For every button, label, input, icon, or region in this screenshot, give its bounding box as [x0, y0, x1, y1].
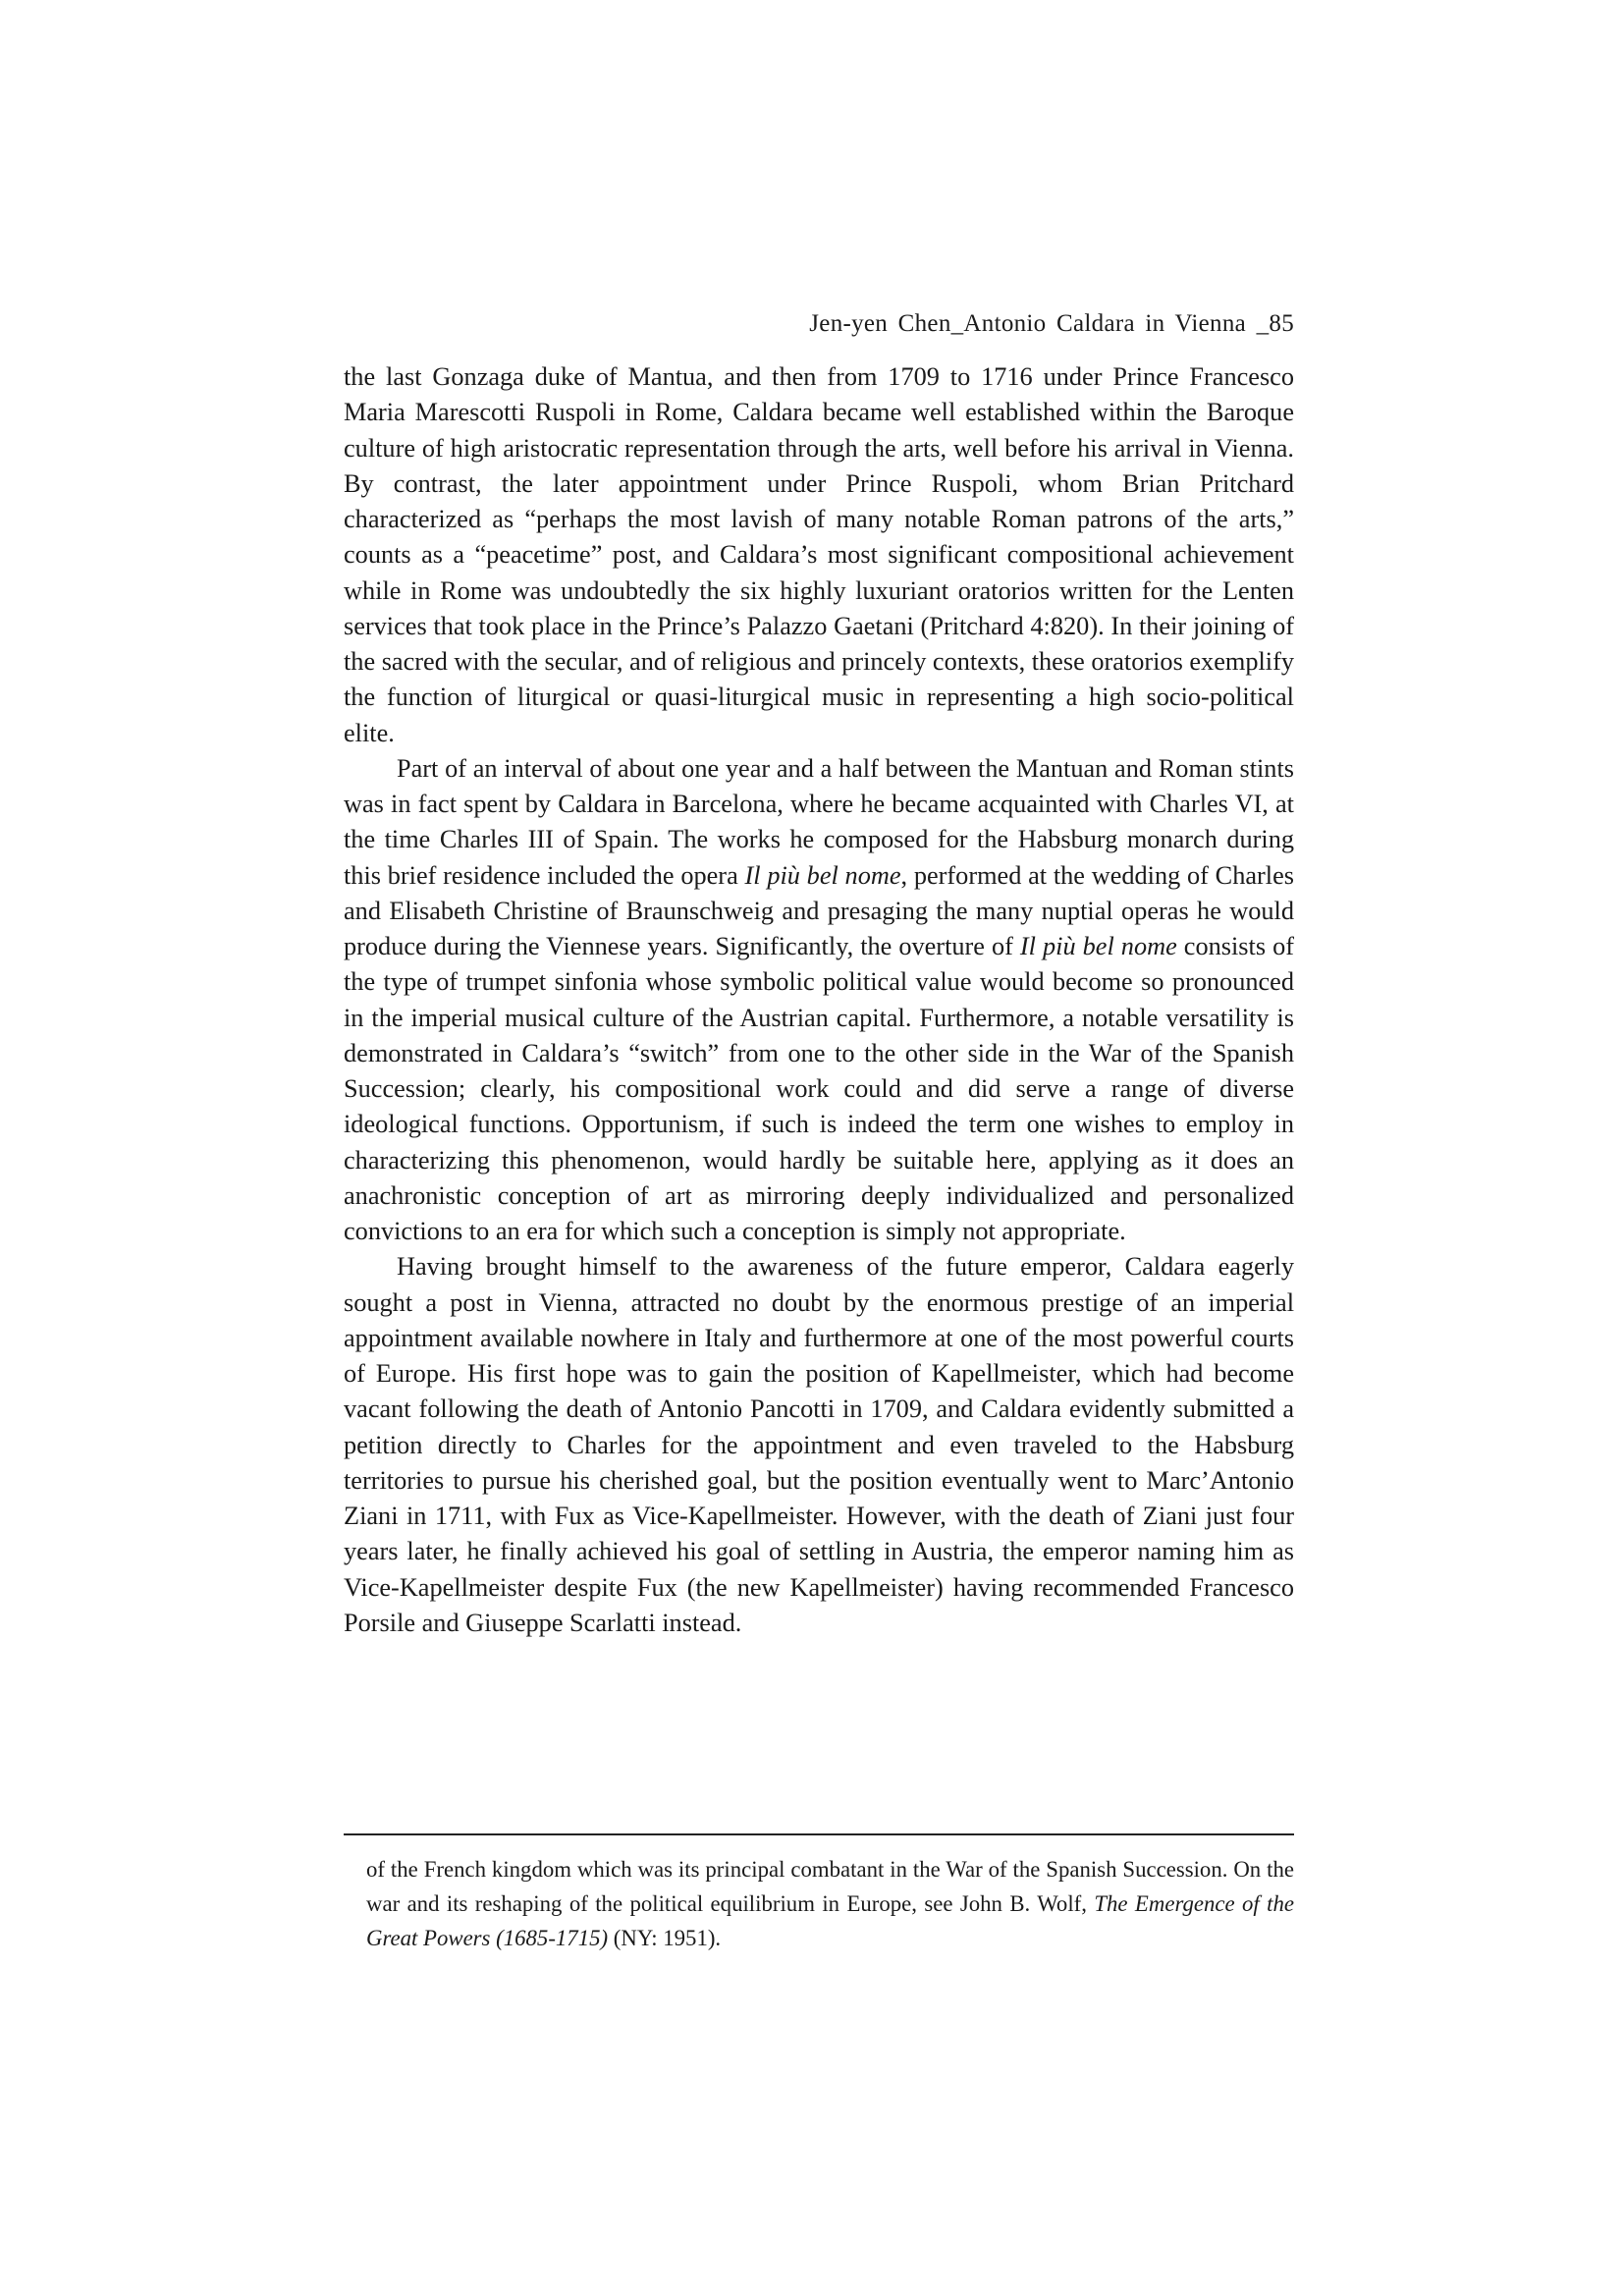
paragraph-2 [344, 751, 1294, 1250]
footnote-rule [344, 1833, 1294, 1835]
paragraph-3-text: Having brought himself to the awareness of the future emperor, Caldara eagerly sought a post in Vienna, attracted no doubt by the enormous prestige of an imperial appointment available nowhere in Italy and furthermore at one of the most powerful courts of Europe. His first hope was to gain the position of Kapellmeister, which had become vacant following the death of Antonio Pancotti in 1709, and Caldara evidently submitted a petition directly to Charles for the appointment and even traveled to the Habsburg territories to pursue his cherished goal, but the position eventually went to Marc’Antonio Ziani in 1711, with Fux as Vice-Kapellmeister. However, with the death of Ziani just four years later, he finally achieved his goal of settling in Austria, the emperor naming him as Vice-Kapellmeister despite Fux (the new Kapellmeister) having recommended Francesco Porsile and Giuseppe Scarlatti instead. [344, 1252, 1294, 1637]
footnote-text: of the French kingdom which was its principal combatant in the War of the Spanish Succession. On the war and its reshaping of the political equilibrium in Europe, see John B. Wolf, [366, 1857, 1294, 1916]
body-text [344, 359, 1294, 1641]
footnote-paragraph [366, 1852, 1294, 1955]
footnote-text: (NY: 1951). [608, 1926, 722, 1950]
opera-title: Il più bel nome [744, 860, 901, 890]
paragraph-2-text: , performed at the wedding of Charles and Elisabeth Christine of Braunschweig and presaging the many nuptial operas he would produce during the Viennese years. Significantly, the overture of [344, 860, 1295, 960]
paragraph-1 [344, 359, 1294, 751]
running-head: Jen-yen Chen_Antonio Caldara in Vienna _85 [809, 310, 1294, 337]
footnote [366, 1852, 1294, 1955]
paragraph-3 [344, 1249, 1294, 1641]
paragraph-1-text: the last Gonzaga duke of Mantua, and then from 1709 to 1716 under Prince Francesco Maria Marescotti Ruspoli in Rome, Caldara became well established within the Baroque culture of high aristocratic representation through the arts, well before his arrival in Vienna. By contrast, the later appointment under Prince Ruspoli, whom Brian Pritchard characterized as “perhaps the most lavish of many notable Roman patrons of the arts,” counts as a “peacetime” post, and Caldara’s most significant compositional achievement while in Rome was undoubtedly the six highly luxuriant oratorios written for the Lenten services that took place in the Prince’s Palazzo Gaetani (Pritchard 4:820). In their joining of the sacred with the secular, and of religious and princely contexts, these oratorios exemplify the function of liturgical or quasi-liturgical music in representing a high socio-political elite. [344, 362, 1294, 747]
book-title: The Emergence of the Great Powers (1685-1715) [366, 1891, 1294, 1950]
opera-title: Il più bel nome [1019, 932, 1177, 960]
paragraph-2-text: consists of the type of trumpet sinfonia whose symbolic political value would become so pronounced in the imperial musical culture of the Austrian capital. Furthermore, a notable versatility is demonstrated in Caldara’s “switch” from one to the other side in the War of the Spanish Succession; clearly, his compositional work could and did serve a range of diverse ideological functions. Opportunism, if such is indeed the term one wishes to employ in characterizing this phenomenon, would hardly be suitable here, applying as it does an anachronistic conception of art as mirroring deeply individualized and personalized convictions to an era for which such a conception is simply not appropriate. [344, 932, 1294, 1245]
paragraph-2-text: Part of an interval of about one year and a half between the Mantuan and Roman stints was in fact spent by Caldara in Barcelona, where he became acquainted with Charles VI, at the time Charles III of Spain. The works he composed for the Habsburg monarch during this brief residence included the opera [344, 753, 1294, 890]
